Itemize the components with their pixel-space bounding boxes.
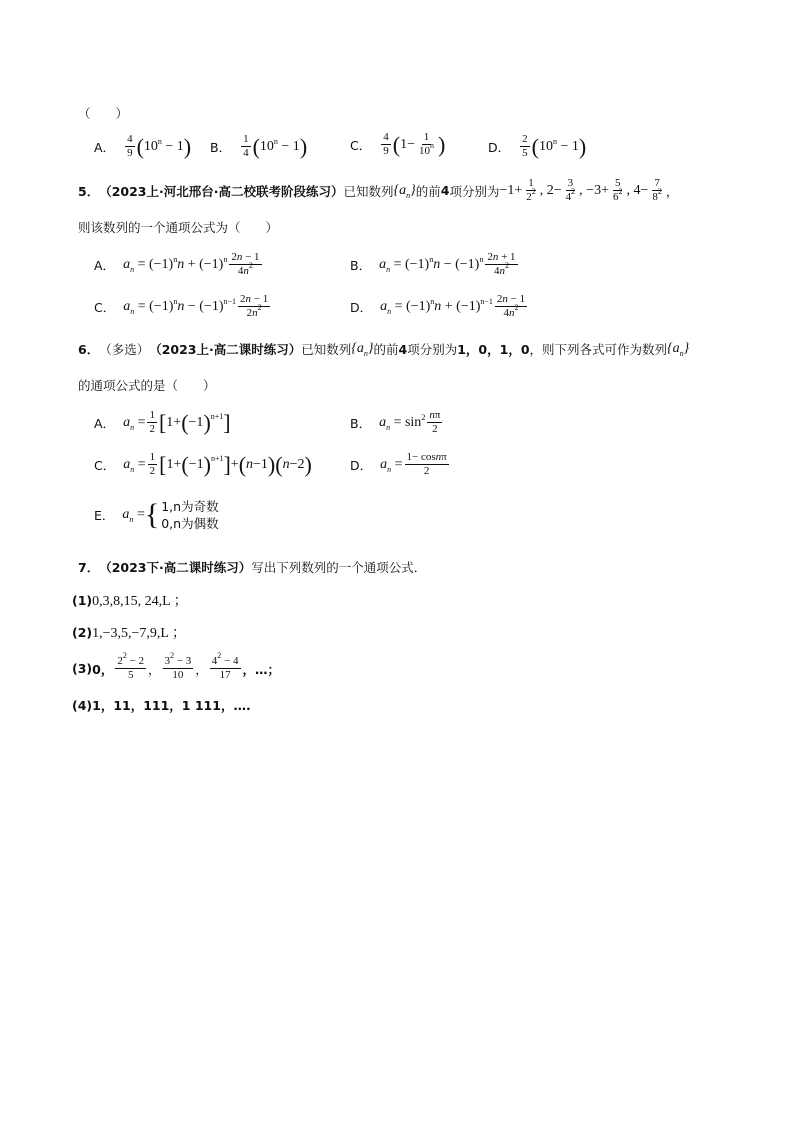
sequence-3-end: ，…； bbox=[242, 661, 281, 677]
question-6-stem: 6． （多选） （2023上·高二课时练习） 已知数列 $\{a_n\}$ 的前 4 项分别为 1，0，1，0 ，则下列各式可作为数列 $\{a_n\}$ bbox=[78, 341, 690, 358]
question-source: （2023上·河北邢台·高二校联考阶段练习） bbox=[99, 183, 344, 199]
option-label: E． bbox=[94, 508, 115, 523]
question-number: 7． bbox=[78, 560, 100, 575]
q6-option-d: D． $a_n$ = $\frac{1- \cos n\pi}{2}$ bbox=[350, 451, 447, 477]
question-number: 5． bbox=[78, 183, 100, 199]
question-source: （2023下·高二课时练习） bbox=[99, 560, 252, 575]
stem-text: ， bbox=[665, 183, 679, 199]
stem-number: 4 bbox=[398, 341, 408, 357]
part-label: (3) bbox=[72, 661, 93, 676]
stem-text: 的前 bbox=[373, 342, 399, 357]
q6-option-a: A． $a_n$ = $\frac{1}{2}$ [ 1+ ( −1 ) n+1 ] bbox=[94, 409, 231, 435]
question-5-line2 bbox=[78, 218, 278, 236]
sequence-2: 1,−3,5,−7,9,L ； bbox=[92, 626, 186, 641]
sequence-1: 0,3,8,15, 24,L ； bbox=[92, 594, 188, 609]
q6-option-e: E． $a_n$ = { 1,n为奇数 0,n为偶数 bbox=[94, 498, 219, 531]
q6-option-b: B． $a_n$ = $\sin^2$ $\frac{n\pi}{2}$ bbox=[350, 409, 441, 435]
multi-select-tag: （多选） bbox=[99, 342, 150, 357]
stem-text: 已知数列 bbox=[343, 183, 394, 199]
option-label: D． bbox=[488, 139, 511, 155]
question-6-line2 bbox=[78, 376, 216, 394]
sequence-3-start: 0， bbox=[92, 661, 114, 677]
q4-option-a: A． $\frac{4}{9}$ ( $10^n - 1$ ) bbox=[94, 133, 192, 159]
piecewise-case-even: 0,n为偶数 bbox=[161, 516, 219, 531]
option-label: A． bbox=[94, 139, 116, 155]
stem-text: 已知数列 bbox=[301, 342, 352, 357]
stem-text: 的前 bbox=[415, 183, 441, 199]
part-label: (1) bbox=[72, 592, 93, 608]
answer-paren: （ ） bbox=[78, 106, 129, 121]
q7-part-1 bbox=[72, 590, 188, 610]
q7-part-4 bbox=[72, 696, 251, 714]
q5-option-b: B． $a_n$ = $(-1)^nn - (-1)^n$ $\frac{2n + 1}{4n^2}$ bbox=[350, 251, 516, 277]
q4-option-d: D． $\frac{2}{5}$ ( $10^n - 1$ ) bbox=[488, 133, 587, 159]
stem-text: 项分别为 bbox=[407, 342, 458, 357]
stem-text: 则该数列的一个通项公式为（ ） bbox=[78, 220, 279, 235]
stem-text: 写出下列数列的一个通项公式． bbox=[251, 560, 427, 575]
stem-values: 1，0，1，0 bbox=[457, 342, 530, 357]
option-label: C． bbox=[350, 137, 372, 153]
q7-part-2 bbox=[72, 622, 186, 642]
q5-option-a: A． $a_n$ = $(-1)^nn + (-1)^n$ $\frac{2n - 1}{4n^2}$ bbox=[94, 251, 260, 277]
piecewise-case-odd: 1,n为奇数 bbox=[161, 499, 219, 514]
option-label: C． bbox=[94, 457, 116, 473]
option-label: B． bbox=[210, 139, 232, 155]
part-label: (4) bbox=[72, 697, 93, 713]
question-source: （2023上·高二课时练习） bbox=[149, 342, 302, 357]
stem-number: 4 bbox=[440, 183, 450, 198]
q5-option-d: D． $a_n$ = $(-1)^nn + (-1)^{n-1}$ $\frac{2n - 1}{4n^2}$ bbox=[350, 293, 526, 319]
q4-option-b: B． $\frac{1}{4}$ ( $10^n - 1$ ) bbox=[210, 133, 308, 159]
option-label: D． bbox=[350, 299, 373, 315]
option-label: A． bbox=[94, 257, 116, 273]
option-label: B． bbox=[350, 415, 372, 431]
question-number: 6． bbox=[78, 342, 100, 357]
stem-text: ，则下列各式可作为数列 bbox=[529, 342, 668, 357]
q6-option-c: C． $a_n$ = $\frac{1}{2}$ [ 1+ ( −1 ) n+1 ] + ( n−1 ) ( n−2 ) bbox=[94, 451, 312, 477]
option-label: C． bbox=[94, 299, 116, 315]
question-7-stem bbox=[78, 558, 426, 576]
q4-option-c: C． $\frac{4}{9}$ ( 1− $\frac{1}{10^n}$ ) bbox=[350, 131, 446, 157]
stem-text: 的通项公式的是（ ） bbox=[78, 378, 216, 393]
question-4-paren bbox=[78, 104, 128, 122]
stem-text: 项分别为 bbox=[449, 183, 500, 199]
option-label: D． bbox=[350, 457, 373, 473]
option-label: A． bbox=[94, 415, 116, 431]
part-label: (2) bbox=[72, 624, 93, 640]
sequence-4: 1，11，111，1 111，…. bbox=[92, 698, 251, 713]
question-5-stem: 5． （2023上·河北邢台·高二校联考阶段练习） 已知数列 $\{a_n\}$ 的前 4 项分别为 −1+ $\frac{1}{2^2}$ , 2− $\frac{3}{4^2}$ , −3+ $\frac{5}{6^2}$ , 4− $\frac{7}{8^2}$ ， bbox=[78, 177, 679, 203]
q7-part-3: (3) 0， $\frac{2^2 - 2}{5}$ ， $\frac{3^2 - 3}{10}$ ， $\frac{4^2 - 4}{17}$ ，…； bbox=[72, 651, 281, 681]
q5-option-c: C． $a_n$ = $(-1)^nn - (-1)^{n-1}$ $\frac{2n - 1}{2n^2}$ bbox=[94, 293, 269, 319]
option-label: B． bbox=[350, 257, 372, 273]
